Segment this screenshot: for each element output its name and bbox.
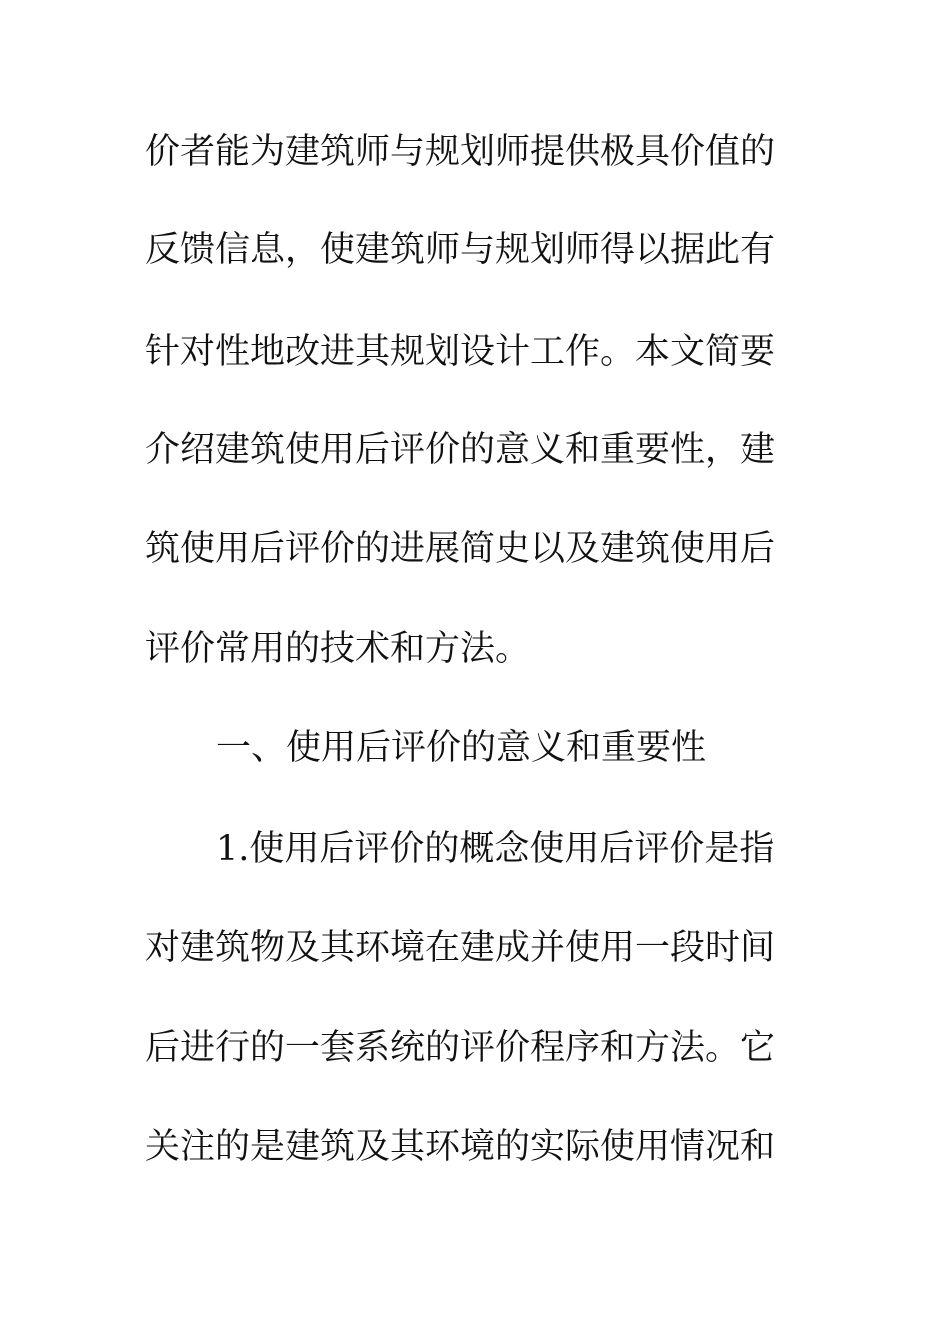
body-text-line: 对建筑物及其环境在建成并使用一段时间: [145, 928, 776, 968]
body-text-line: 筑使用后评价的进展简史以及建筑使用后: [145, 529, 776, 569]
body-text-line: 后进行的一套系统的评价程序和方法。它: [145, 1028, 776, 1068]
section-heading: 一、使用后评价的意义和重要性: [216, 728, 707, 768]
body-text-line: 针对性地改进其规划设计工作。本文简要: [145, 332, 776, 372]
body-text-line: 价者能为建筑师与规划师提供极具价值的: [145, 132, 776, 172]
body-text-line: 关注的是建筑及其环境的实际使用情况和: [145, 1127, 776, 1167]
body-text-line: 评价常用的技术和方法。: [145, 629, 531, 669]
body-text-line: 介绍建筑使用后评价的意义和重要性，建: [145, 430, 776, 470]
subsection-heading-line: 1.使用后评价的概念使用后评价是指: [216, 829, 775, 869]
body-text-line: 反馈信息，使建筑师与规划师得以据此有: [145, 230, 776, 270]
